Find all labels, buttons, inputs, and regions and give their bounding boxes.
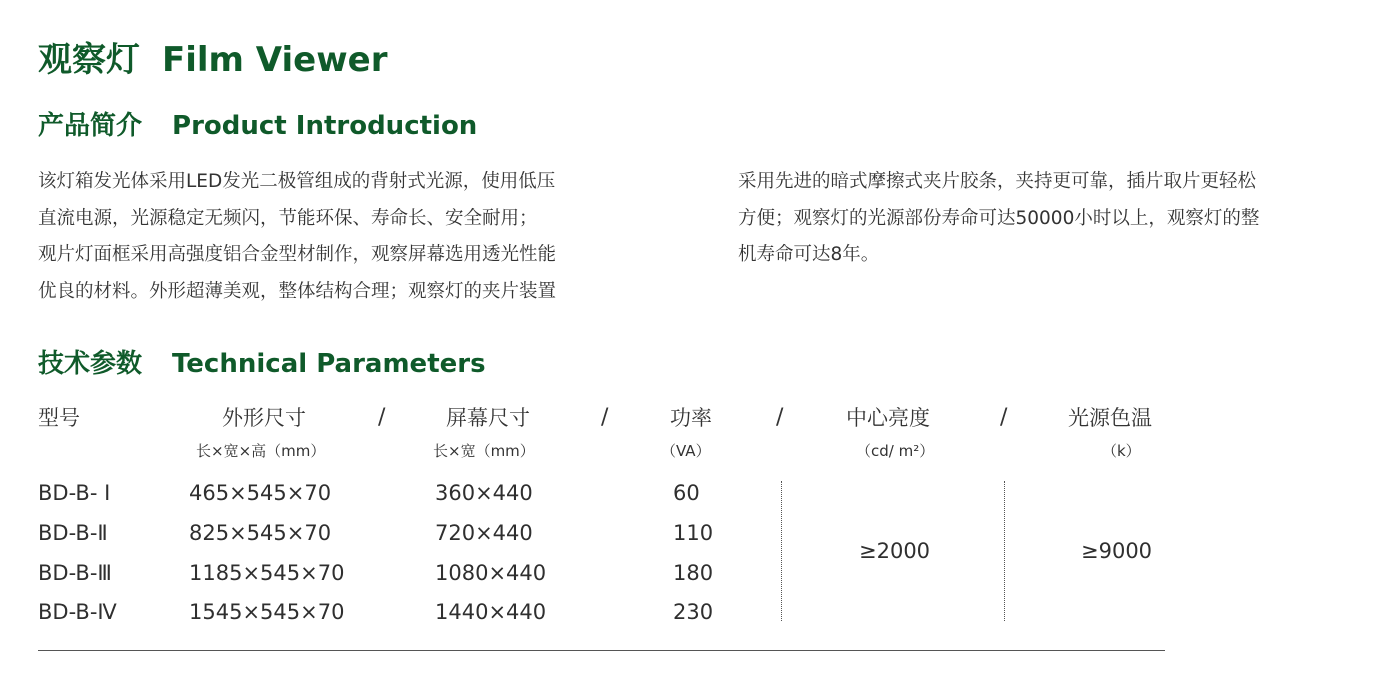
header-dimension-unit: 长×宽×高（mm）: [196, 442, 326, 460]
header-dimension: 外形尺寸: [222, 406, 306, 430]
intro-paragraph-left: [38, 164, 556, 310]
column-divider: [1004, 481, 1005, 621]
header-screen: 屏幕尺寸: [446, 406, 530, 430]
header-luminance: 中心亮度: [846, 406, 930, 430]
page-title-en: Film Viewer: [162, 40, 388, 80]
tech-heading: [38, 346, 486, 382]
intro-heading-cn: 产品简介: [38, 111, 143, 141]
intro-line: 机寿命可达8年。: [738, 244, 880, 265]
column-divider: [781, 481, 782, 621]
row-screen: 360×440: [435, 481, 533, 505]
intro-heading-en: Product Introduction: [172, 111, 478, 141]
header-separator: /: [378, 405, 386, 430]
row-model: BD-B-Ⅱ: [38, 521, 108, 545]
row-screen: 1440×440: [435, 600, 547, 624]
header-separator: /: [601, 405, 609, 430]
header-model: 型号: [38, 406, 80, 430]
row-dimension: 825×545×70: [189, 521, 332, 545]
row-dimension: 1185×545×70: [189, 561, 345, 585]
row-model: BD-B- Ⅰ: [38, 481, 111, 505]
row-power: 60: [673, 481, 700, 505]
intro-heading: [38, 108, 477, 144]
page-title-cn: 观察灯: [38, 40, 140, 80]
intro-line: 该灯箱发光体采用LED发光二极管组成的背射式光源，使用低压: [38, 171, 556, 192]
tech-heading-cn: 技术参数: [38, 349, 143, 379]
row-power: 230: [673, 600, 714, 624]
row-power: 180: [673, 561, 714, 585]
intro-line: 直流电源，光源稳定无频闪，节能环保、寿命长、安全耐用；: [38, 207, 538, 229]
intro-paragraph-right: [738, 164, 1259, 274]
intro-line: 优良的材料。外形超薄美观，整体结构合理；观察灯的夹片装置: [38, 280, 557, 302]
intro-line: 观片灯面框采用高强度铝合金型材制作，观察屏幕选用透光性能: [38, 244, 557, 265]
header-power-unit: （VA）: [661, 442, 711, 460]
header-separator: /: [776, 405, 784, 430]
page-title: [38, 37, 387, 83]
header-screen-unit: 长×宽（mm）: [433, 442, 535, 460]
row-dimension: 1545×545×70: [189, 600, 345, 624]
header-separator: /: [1000, 405, 1008, 430]
header-luminance-unit: （cd/ m²）: [856, 442, 935, 460]
row-power: 110: [673, 521, 714, 545]
row-model: BD-B-Ⅳ: [38, 600, 117, 624]
tech-heading-en: Technical Parameters: [172, 349, 486, 379]
intro-line: 方便；观察灯的光源部份寿命可达50000小时以上，观察灯的整: [738, 207, 1260, 229]
header-color-temp: 光源色温: [1068, 406, 1152, 430]
row-screen: 1080×440: [435, 561, 547, 585]
table-bottom-rule: [38, 650, 1165, 651]
row-dimension: 465×545×70: [189, 481, 332, 505]
luminance-value: ≥2000: [859, 539, 931, 563]
header-color-temp-unit: （k）: [1102, 442, 1141, 460]
row-screen: 720×440: [435, 521, 533, 545]
color-temp-value: ≥9000: [1081, 539, 1153, 563]
intro-line: 采用先进的暗式摩擦式夹片胶条，夹持更可靠，插片取片更轻松: [738, 171, 1257, 192]
row-model: BD-B-Ⅲ: [38, 561, 112, 585]
header-power: 功率: [670, 406, 712, 430]
